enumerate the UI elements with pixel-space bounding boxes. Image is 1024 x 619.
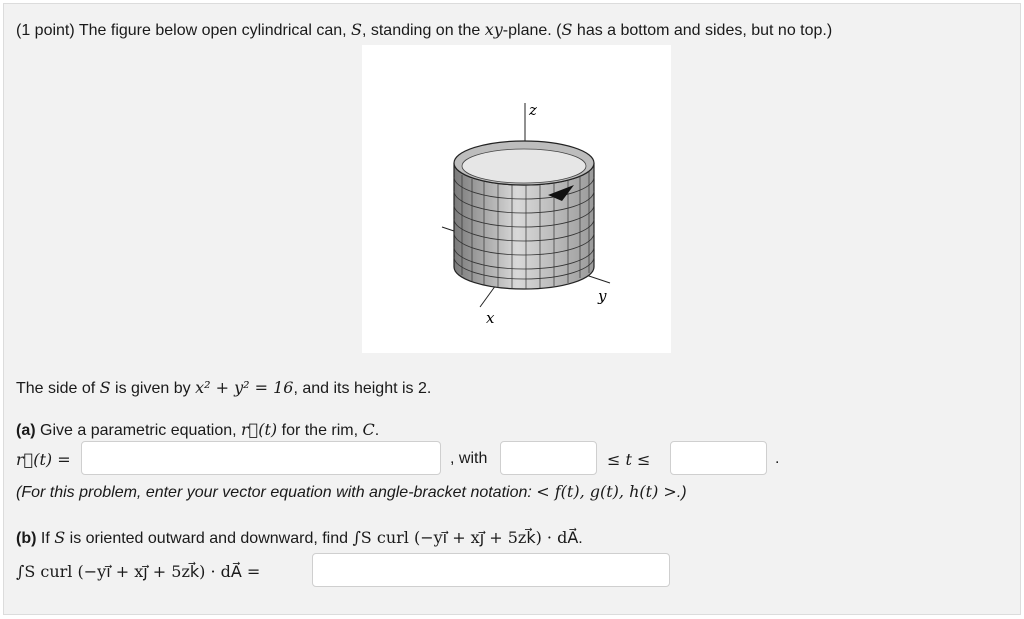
t-lower-bound-input[interactable] <box>500 441 597 475</box>
part-a-prompt <box>16 420 379 440</box>
with-label: , with <box>450 450 488 467</box>
x-axis-label: x <box>486 309 495 327</box>
note-text: (For this problem, enter your vector equation with angle-bracket notation: <box>16 484 537 501</box>
part-a-text-pre: Give a parametric equation, <box>35 422 241 439</box>
rim-equation-input[interactable] <box>81 441 441 475</box>
part-b-text-mid: is oriented outward and downward, find <box>65 530 353 547</box>
part-b-text-pre: If <box>36 530 55 547</box>
part-a-text-end: . <box>374 422 380 439</box>
side-text-pre: The side of <box>16 380 100 397</box>
part-b-integral: ∫S curl (−yi⃗ + xj⃗ + 5zk⃗) · dA⃗ <box>352 528 579 547</box>
side-text-post: , and its height is 2. <box>293 380 432 397</box>
z-axis-label: z <box>529 101 537 119</box>
part-b-prompt <box>16 528 583 548</box>
y-axis-label: y <box>598 287 607 305</box>
integral-equals-label: ∫S curl (−yi⃗ + xj⃗ + 5zk⃗) · dA⃗ = <box>16 562 261 581</box>
side-equation: x² + y² = 16 <box>195 378 294 397</box>
part-b-text-end: . <box>578 530 583 547</box>
intro-S2: S <box>561 20 573 39</box>
side-S: S <box>99 378 111 397</box>
intro-xy: xy <box>484 20 503 39</box>
cylinder-inner <box>462 149 586 183</box>
side-text-mid: is given by <box>110 380 196 397</box>
side-description <box>16 378 431 398</box>
flux-answer-input[interactable] <box>312 553 670 587</box>
part-a-text-mid: for the rim, <box>277 422 363 439</box>
cylinder-plot <box>362 45 671 353</box>
part-a-label: (a) <box>16 422 36 439</box>
part-b-label: (b) <box>16 530 37 547</box>
part-a-rt: r⃗(t) <box>241 420 278 439</box>
intro-text: (1 point) The figure below open cylindrical can, <box>16 22 351 39</box>
intro-text-mid: , standing on the <box>361 22 485 39</box>
t-inequality: ≤ t ≤ <box>607 450 651 469</box>
intro-text-end: has a bottom and sides, but no top.) <box>572 22 833 39</box>
cylinder-figure <box>362 45 671 353</box>
intro-text-post: -plane. ( <box>502 22 562 39</box>
rt-equals-label: r⃗(t) = <box>16 450 71 469</box>
t-upper-bound-input[interactable] <box>670 441 767 475</box>
part-a-note <box>16 482 687 502</box>
note-end: .) <box>676 484 687 501</box>
problem-intro <box>16 20 832 40</box>
problem-panel <box>3 3 1021 615</box>
note-math: < f(t), g(t), h(t) > <box>536 482 677 501</box>
intro-S: S <box>351 20 362 39</box>
part-b-S: S <box>54 528 66 547</box>
period-mark: . <box>775 450 780 467</box>
part-a-C: C <box>362 420 375 439</box>
